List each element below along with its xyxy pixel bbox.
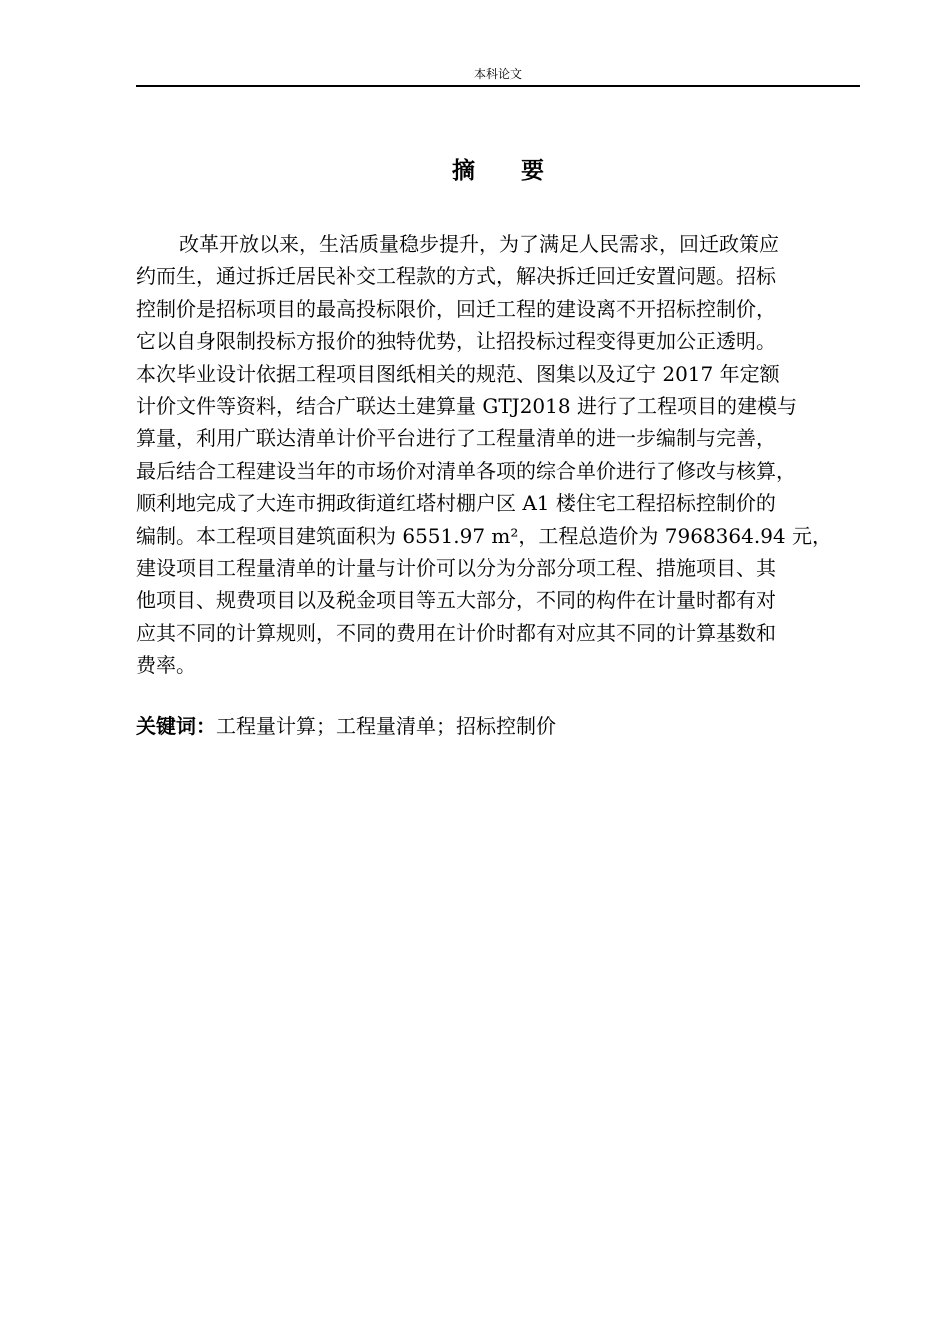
abstract-line: 约而生，通过拆迁居民补交工程款的方式，解决拆迁回迁安置问题。招标 (136, 264, 776, 289)
abstract-line: 算量，利用广联达清单计价平台进行了工程量清单的进一步编制与完善， (136, 426, 776, 451)
abstract-body (136, 228, 860, 681)
abstract-title-part2: 要 (521, 158, 544, 184)
abstract-line: 应其不同的计算规则，不同的费用在计价时都有对应其不同的计算基数和 (136, 620, 776, 645)
header-divider (136, 85, 860, 87)
page-header: 本科论文 (473, 67, 522, 81)
abstract-line: 编制。本工程项目建筑面积为 6551.97 m²，工程总造价为 7968364.94 元， (136, 523, 832, 548)
keywords-label: 关键词： (136, 714, 216, 738)
abstract-line: 最后结合工程建设当年的市场价对清单各项的综合单价进行了修改与核算， (136, 458, 796, 483)
abstract-line: 改革开放以来，生活质量稳步提升，为了满足人民需求，回迁政策应 (179, 232, 779, 256)
abstract-line: 费率。 (136, 653, 196, 678)
abstract-line: 它以自身限制投标方报价的独特优势，让招投标过程变得更加公正透明。 (136, 329, 776, 354)
abstract-line: 建设项目工程量清单的计量与计价可以分为分部分项工程、措施项目、其 (136, 555, 776, 580)
keywords (136, 710, 860, 742)
abstract-line: 他项目、规费项目以及税金项目等五大部分，不同的构件在计量时都有对 (136, 588, 776, 613)
abstract-line: 计价文件等资料，结合广联达土建算量 GTJ2018 进行了工程项目的建模与 (136, 393, 797, 418)
keywords-text: 工程量计算；工程量清单；招标控制价 (216, 714, 556, 738)
abstract-line: 控制价是招标项目的最高投标限价，回迁工程的建设离不开招标控制价， (136, 296, 776, 321)
abstract-line: 顺利地完成了大连市拥政街道红塔村棚户区 A1 楼住宅工程招标控制价的 (136, 491, 776, 516)
abstract-title-part1: 摘 (452, 158, 475, 184)
abstract-line: 本次毕业设计依据工程项目图纸相关的规范、图集以及辽宁 2017 年定额 (136, 361, 780, 386)
abstract-title (136, 156, 860, 186)
